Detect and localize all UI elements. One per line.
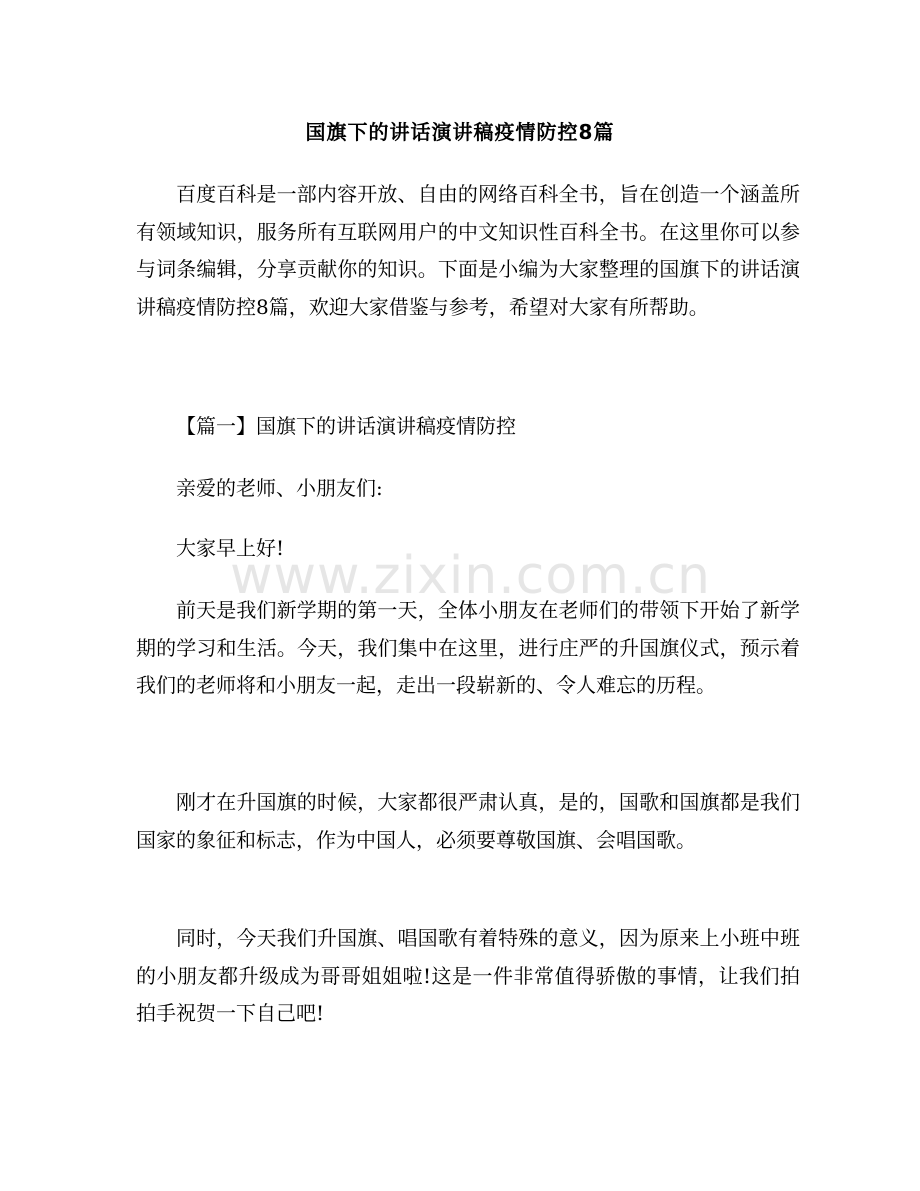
body-paragraph-2: 刚才在升国旗的时候，大家都很严肃认真，是的，国歌和国旗都是我们国家的象征和标志，作为中国人，必须要尊敬国旗、会唱国歌。 — [136, 790, 800, 852]
intro-paragraph: 百度百科是一部内容开放、自由的网络百科全书，旨在创造一个涵盖所有领域知识，服务所有互联网用户的中文知识性百科全书。在这里你可以参与词条编辑，分享贡献你的知识。下面是小编为大家整理的国旗下的讲话演讲稿疫情防控8篇，欢迎大家借鉴与参考，希望对大家有所帮助。 — [136, 182, 800, 319]
body-paragraph-3: 同时，今天我们升国旗、唱国歌有着特殊的意义，因为原来上小班中班的小朋友都升级成为哥哥姐姐啦!这是一件非常值得骄傲的事情，让我们拍拍手祝贺一下自己吧! — [136, 926, 800, 1025]
document-title: 国旗下的讲话演讲稿疫情防控8篇 — [305, 120, 615, 144]
salutation: 亲爱的老师、小朋友们: — [176, 476, 383, 500]
section-heading: 【篇一】国旗下的讲话演讲稿疫情防控 — [176, 414, 516, 438]
body-paragraph-1: 前天是我们新学期的第一天，全体小朋友在老师们的带领下开始了新学期的学习和生活。今天，我们集中在这里，进行庄严的升国旗仪式，预示着我们的老师将和小朋友一起，走出一段崭新的、令人难忘的历程。 — [136, 598, 800, 697]
greeting: 大家早上好! — [176, 536, 285, 560]
watermark-text: www.zixin.com.cn — [230, 546, 711, 606]
